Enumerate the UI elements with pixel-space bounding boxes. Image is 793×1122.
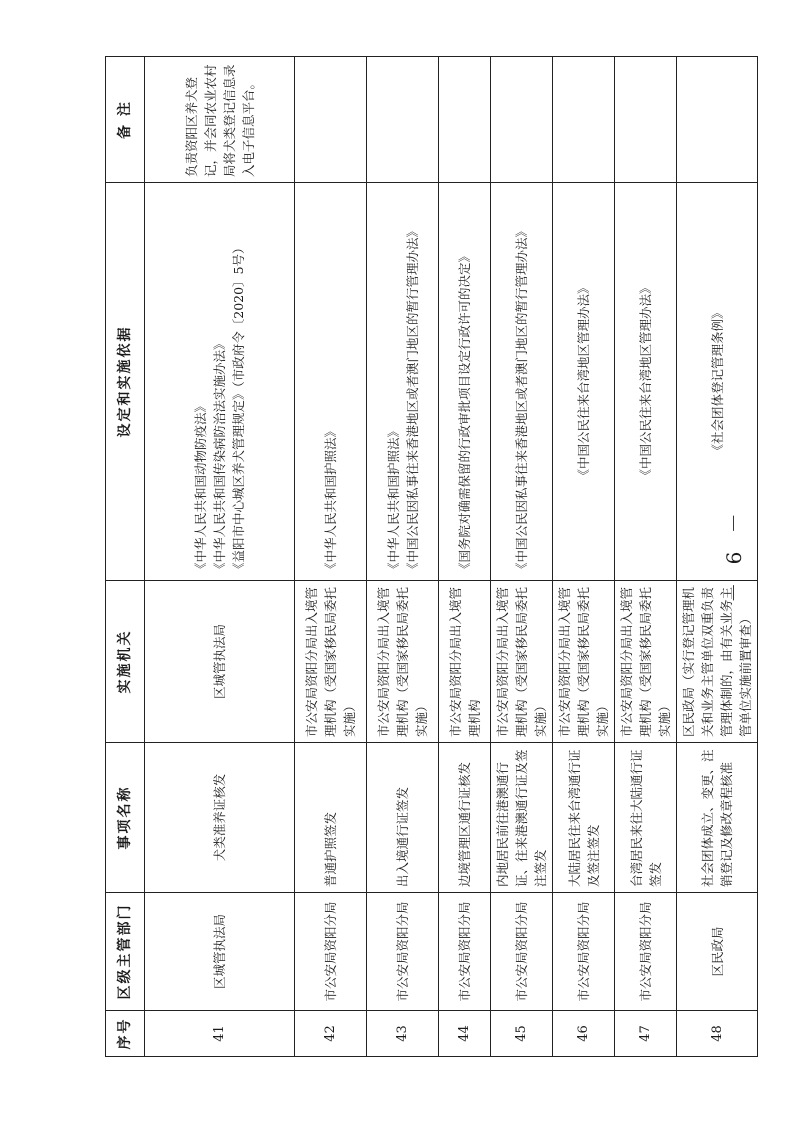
row-index: 41 — [145, 1011, 295, 1057]
table-header-row — [106, 57, 145, 1057]
header-basis: 设定和实施依据 — [106, 183, 145, 581]
row-basis — [615, 183, 677, 581]
row-index: 48 — [677, 1011, 758, 1057]
row-dept: 市公安局资阳分局 — [553, 893, 615, 1011]
row-index: 44 — [439, 1011, 491, 1057]
basis-line: 《中华人民共和国传染病防治法实施办法》 — [212, 337, 227, 575]
row-dept: 市公安局资阳分局 — [295, 893, 367, 1011]
row-agency: 区城管执法局 — [145, 581, 295, 743]
row-note: 负责资阳区养犬登记，并会同农业农村局将犬类登记信息录入电子信息平台。 — [145, 57, 295, 183]
header-dept: 区级主管部门 — [106, 893, 145, 1011]
row-item: 犬类准养证核发 — [145, 743, 295, 893]
row-item: 台湾居民来往大陆通行证签发 — [615, 743, 677, 893]
row-index: 45 — [491, 1011, 553, 1057]
row-agency: 市公安局资阳分局出入境管理机构（受国家移民局委托实施） — [367, 581, 439, 743]
row-note — [553, 57, 615, 183]
row-note — [295, 57, 367, 183]
row-dept: 区民政局 — [677, 893, 758, 1011]
basis-line: 《中华人民共和国护照法》 — [385, 424, 401, 575]
basis-line: 《中国公民往来台湾地区管理办法》 — [638, 281, 653, 482]
table-row — [439, 57, 491, 1057]
row-index: 42 — [295, 1011, 367, 1057]
row-note — [439, 57, 491, 183]
row-item: 出入境通行证签发 — [367, 743, 439, 893]
table-row — [145, 57, 295, 1057]
row-agency: 市公安局资阳分局出入境管理机构 — [439, 581, 491, 743]
row-note — [491, 57, 553, 183]
basis-line: 《中华人民共和国动物防疫法》 — [193, 399, 208, 575]
row-dept: 市公安局资阳分局 — [439, 893, 491, 1011]
header-agency: 实施机关 — [106, 581, 145, 743]
table-row — [491, 57, 553, 1057]
row-agency: 市公安局资阳分局出入境管理机构（受国家移民局委托实施） — [491, 581, 553, 743]
header-item: 事项名称 — [106, 743, 145, 893]
row-basis — [295, 183, 367, 581]
table-row — [295, 57, 367, 1057]
row-dept: 市公安局资阳分局 — [491, 893, 553, 1011]
table-row — [553, 57, 615, 1057]
page-number: － 6 － — [722, 507, 746, 603]
basis-line: 《中国公民因私事往来香港地区或者澳门地区的暂行管理办法》 — [404, 224, 420, 575]
row-dept: 市公安局资阳分局 — [615, 893, 677, 1011]
row-basis — [367, 183, 439, 581]
basis-line: 《益阳市中心城区养犬管理规定》（市政府令〔2020〕5号） — [231, 241, 246, 575]
row-basis — [491, 183, 553, 581]
row-basis — [439, 183, 491, 581]
row-index: 46 — [553, 1011, 615, 1057]
basis-line: 《国务院对确需保留的行政审批项目设定行政许可的决定》 — [457, 249, 472, 575]
approval-items-table — [105, 56, 758, 1057]
row-note — [677, 57, 758, 183]
table-row — [367, 57, 439, 1057]
row-note — [367, 57, 439, 183]
row-basis — [145, 183, 295, 581]
table-row — [615, 57, 677, 1057]
row-basis — [553, 183, 615, 581]
row-item: 社会团体成立、变更、注销登记及修改章程核准 — [677, 743, 758, 893]
row-agency: 市公安局资阳分局出入境管理机构（受国家移民局委托实施） — [553, 581, 615, 743]
row-item: 内地居民前往港澳通行证、往来港澳通行证及签注签发 — [491, 743, 553, 893]
row-item: 大陆居民往来台湾通行证及签注签发 — [553, 743, 615, 893]
row-dept: 市公安局资阳分局 — [367, 893, 439, 1011]
row-agency: 区民政局（实行登记管理机关和业务主管单位双重负责管理体制的，由有关业务主管单位实施前置审查） — [677, 581, 758, 743]
row-index: 43 — [367, 1011, 439, 1057]
row-dept: 区城管执法局 — [145, 893, 295, 1011]
basis-line: 《中国公民往来台湾地区管理办法》 — [576, 281, 591, 482]
row-agency: 市公安局资阳分局出入境管理机构（受国家移民局委托实施） — [615, 581, 677, 743]
basis-line: 《中国公民因私事往来香港地区或者澳门地区的暂行管理办法》 — [514, 224, 529, 575]
row-index: 47 — [615, 1011, 677, 1057]
row-agency: 市公安局资阳分局出入境管理机构（受国家移民局委托实施） — [295, 581, 367, 743]
header-note: 备 注 — [106, 57, 145, 183]
basis-line: 《社会团体登记管理条例》 — [709, 306, 725, 457]
row-item: 普通护照签发 — [295, 743, 367, 893]
row-item: 边境管理区通行证核发 — [439, 743, 491, 893]
row-note — [615, 57, 677, 183]
basis-line: 《中华人民共和国护照法》 — [323, 424, 338, 575]
header-index: 序号 — [106, 1011, 145, 1057]
